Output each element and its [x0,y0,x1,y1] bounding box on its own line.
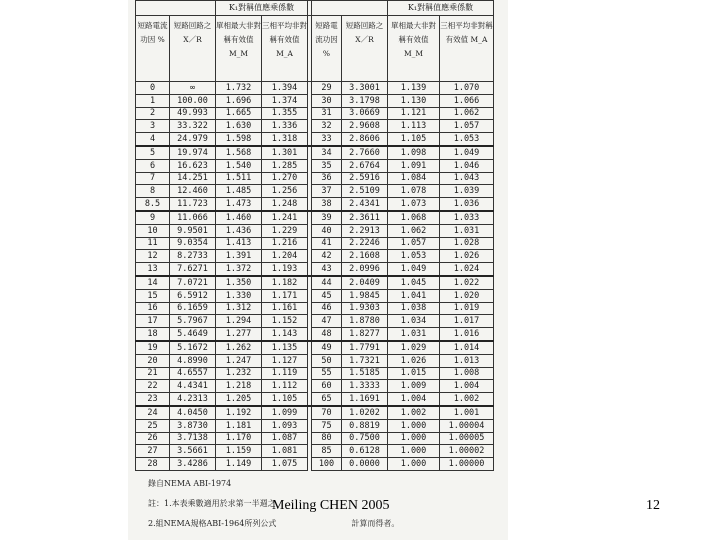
table-title-right: K₁對稱值應乘係數 [388,1,494,16]
power-factor-cell: 100 [312,458,342,471]
table-row [136,211,494,224]
three-phase-factor-cell: 1.285 [262,159,308,172]
xr-ratio-cell: 6.5912 [170,289,216,302]
single-phase-factor-cell: 1.218 [216,380,262,393]
single-phase-factor-cell: 1.026 [388,354,440,367]
power-factor-cell: 47 [312,315,342,328]
xr-ratio-cell: 2.6764 [342,159,388,172]
xr-ratio-cell: 3.8730 [170,419,216,432]
xr-ratio-cell: 3.5661 [170,445,216,458]
power-factor-cell: 18 [136,328,170,341]
single-phase-factor-cell: 1.598 [216,133,262,146]
table-row [136,133,494,146]
power-factor-cell: 41 [312,237,342,250]
xr-ratio-cell: 2.7660 [342,146,388,159]
single-phase-factor-cell: 1.000 [388,419,440,432]
xr-ratio-cell: 2.5916 [342,172,388,185]
table-row [136,289,494,302]
power-factor-cell: 23 [136,393,170,406]
three-phase-factor-cell: 1.135 [262,341,308,354]
note-2-tail: 計算而得者。 [351,519,400,528]
three-phase-factor-cell: 1.193 [262,263,308,276]
header-xr-ratio: 短路回路之 X／R [342,16,388,82]
power-factor-cell: 60 [312,380,342,393]
single-phase-factor-cell: 1.000 [388,445,440,458]
power-factor-cell: 7 [136,172,170,185]
table-row [136,367,494,380]
three-phase-factor-cell: 1.031 [440,224,494,237]
single-phase-factor-cell: 1.540 [216,159,262,172]
power-factor-cell: 27 [136,445,170,458]
power-factor-cell: 10 [136,224,170,237]
xr-ratio-cell: ∞ [170,82,216,95]
three-phase-factor-cell: 1.033 [440,211,494,224]
power-factor-cell: 75 [312,419,342,432]
power-factor-cell: 31 [312,107,342,120]
xr-ratio-cell: 3.0669 [342,107,388,120]
power-factor-cell: 0 [136,82,170,95]
three-phase-factor-cell: 1.182 [262,276,308,289]
table-row [136,146,494,159]
three-phase-factor-cell: 1.039 [440,185,494,198]
table-row [136,380,494,393]
three-phase-factor-cell: 1.301 [262,146,308,159]
header-three-phase-avg: 三相平均非對稱有效值 M_A [440,16,494,82]
power-factor-cell: 8 [136,185,170,198]
three-phase-factor-cell: 1.070 [440,82,494,95]
three-phase-factor-cell: 1.001 [440,406,494,419]
xr-ratio-cell: 2.8606 [342,133,388,146]
three-phase-factor-cell: 1.075 [262,458,308,471]
single-phase-factor-cell: 1.062 [388,224,440,237]
power-factor-cell: 17 [136,315,170,328]
power-factor-cell: 32 [312,120,342,133]
table-row [136,82,494,95]
power-factor-cell: 2 [136,107,170,120]
table-row [136,302,494,315]
power-factor-cell: 1 [136,94,170,107]
single-phase-factor-cell: 1.192 [216,406,262,419]
xr-ratio-cell: 0.7500 [342,432,388,445]
three-phase-factor-cell: 1.374 [262,94,308,107]
single-phase-factor-cell: 1.105 [388,133,440,146]
single-phase-factor-cell: 1.391 [216,250,262,263]
single-phase-factor-cell: 1.098 [388,146,440,159]
three-phase-factor-cell: 1.00005 [440,432,494,445]
power-factor-cell: 38 [312,198,342,211]
table-row [136,224,494,237]
xr-ratio-cell: 4.8990 [170,354,216,367]
three-phase-factor-cell: 1.049 [440,146,494,159]
power-factor-cell: 16 [136,302,170,315]
three-phase-factor-cell: 1.062 [440,107,494,120]
three-phase-factor-cell: 1.014 [440,341,494,354]
single-phase-factor-cell: 1.170 [216,432,262,445]
three-phase-factor-cell: 1.00004 [440,419,494,432]
three-phase-factor-cell: 1.229 [262,224,308,237]
single-phase-factor-cell: 1.038 [388,302,440,315]
three-phase-factor-cell: 1.00000 [440,458,494,471]
power-factor-cell: 20 [136,354,170,367]
table-row [136,263,494,276]
single-phase-factor-cell: 1.053 [388,250,440,263]
single-phase-factor-cell: 1.029 [388,341,440,354]
xr-ratio-cell: 9.0354 [170,237,216,250]
power-factor-cell: 42 [312,250,342,263]
table-row [136,107,494,120]
power-factor-cell: 45 [312,289,342,302]
three-phase-factor-cell: 1.087 [262,432,308,445]
xr-ratio-cell: 6.1659 [170,302,216,315]
xr-ratio-cell: 1.7791 [342,341,388,354]
single-phase-factor-cell: 1.330 [216,289,262,302]
single-phase-factor-cell: 1.015 [388,367,440,380]
single-phase-factor-cell: 1.159 [216,445,262,458]
single-phase-factor-cell: 1.247 [216,354,262,367]
xr-ratio-cell: 1.1691 [342,393,388,406]
note-1: 註：1.本表乘數適用於求第一半週之 [148,499,276,508]
table-row [136,237,494,250]
xr-ratio-cell: 7.6271 [170,263,216,276]
xr-ratio-cell: 3.1798 [342,94,388,107]
three-phase-factor-cell: 1.105 [262,393,308,406]
table-row [136,120,494,133]
power-factor-cell: 30 [312,94,342,107]
three-phase-factor-cell: 1.099 [262,406,308,419]
asymmetry-factor-table [135,0,494,471]
three-phase-factor-cell: 1.355 [262,107,308,120]
single-phase-factor-cell: 1.004 [388,393,440,406]
xr-ratio-cell: 0.6128 [342,445,388,458]
three-phase-factor-cell: 1.024 [440,263,494,276]
xr-ratio-cell: 2.0996 [342,263,388,276]
power-factor-cell: 80 [312,432,342,445]
three-phase-factor-cell: 1.394 [262,82,308,95]
three-phase-factor-cell: 1.002 [440,393,494,406]
single-phase-factor-cell: 1.568 [216,146,262,159]
xr-ratio-cell: 3.7138 [170,432,216,445]
power-factor-cell: 5 [136,146,170,159]
single-phase-factor-cell: 1.073 [388,198,440,211]
three-phase-factor-cell: 1.318 [262,133,308,146]
single-phase-factor-cell: 1.121 [388,107,440,120]
single-phase-factor-cell: 1.002 [388,406,440,419]
xr-ratio-cell: 0.8819 [342,419,388,432]
three-phase-factor-cell: 1.016 [440,328,494,341]
xr-ratio-cell: 49.993 [170,107,216,120]
single-phase-factor-cell: 1.068 [388,211,440,224]
power-factor-cell: 48 [312,328,342,341]
single-phase-factor-cell: 1.294 [216,315,262,328]
xr-ratio-cell: 1.7321 [342,354,388,367]
three-phase-factor-cell: 1.336 [262,120,308,133]
xr-ratio-cell: 1.9303 [342,302,388,315]
power-factor-cell: 55 [312,367,342,380]
power-factor-cell: 43 [312,263,342,276]
power-factor-cell: 21 [136,367,170,380]
three-phase-factor-cell: 1.020 [440,289,494,302]
single-phase-factor-cell: 1.372 [216,263,262,276]
power-factor-cell: 37 [312,185,342,198]
single-phase-factor-cell: 1.149 [216,458,262,471]
xr-ratio-cell: 16.623 [170,159,216,172]
power-factor-cell: 29 [312,82,342,95]
xr-ratio-cell: 9.9501 [170,224,216,237]
three-phase-factor-cell: 1.026 [440,250,494,263]
table-row [136,432,494,445]
xr-ratio-cell: 2.0409 [342,276,388,289]
three-phase-factor-cell: 1.119 [262,367,308,380]
single-phase-factor-cell: 1.312 [216,302,262,315]
table-row [136,250,494,263]
xr-ratio-cell: 2.4341 [342,198,388,211]
header-three-phase-avg: 三相平均非對稱有效值 M_A [262,16,308,82]
power-factor-cell: 28 [136,458,170,471]
single-phase-factor-cell: 1.000 [388,432,440,445]
three-phase-factor-cell: 1.022 [440,276,494,289]
three-phase-factor-cell: 1.093 [262,419,308,432]
header-xr-ratio: 短路回路之 X／R [170,16,216,82]
power-factor-cell: 14 [136,276,170,289]
header-power-factor: 短路電流功因 % [312,16,342,82]
power-factor-cell: 46 [312,302,342,315]
power-factor-cell: 40 [312,224,342,237]
three-phase-factor-cell: 1.00002 [440,445,494,458]
three-phase-factor-cell: 1.013 [440,354,494,367]
power-factor-cell: 26 [136,432,170,445]
note-2-text: 2.組NEMA規格ABI-1964所列公式 [148,519,277,528]
table-row [136,172,494,185]
table-row [136,94,494,107]
xr-ratio-cell: 1.0202 [342,406,388,419]
three-phase-factor-cell: 1.036 [440,198,494,211]
power-factor-cell: 33 [312,133,342,146]
three-phase-factor-cell: 1.053 [440,133,494,146]
xr-ratio-cell: 1.8277 [342,328,388,341]
table-row [136,445,494,458]
single-phase-factor-cell: 1.091 [388,159,440,172]
xr-ratio-cell: 1.8780 [342,315,388,328]
power-factor-cell: 22 [136,380,170,393]
power-factor-cell: 25 [136,419,170,432]
xr-ratio-cell: 8.2733 [170,250,216,263]
three-phase-factor-cell: 1.019 [440,302,494,315]
power-factor-cell: 12 [136,250,170,263]
power-factor-cell: 6 [136,159,170,172]
single-phase-factor-cell: 1.511 [216,172,262,185]
xr-ratio-cell: 2.2913 [342,224,388,237]
table-title-left: K₁對稱值應乘係數 [216,1,308,16]
xr-ratio-cell: 3.4286 [170,458,216,471]
header-single-phase-max: 單相最大非對稱有效值 M_M [388,16,440,82]
xr-ratio-cell: 100.00 [170,94,216,107]
three-phase-factor-cell: 1.028 [440,237,494,250]
single-phase-factor-cell: 1.232 [216,367,262,380]
single-phase-factor-cell: 1.696 [216,94,262,107]
three-phase-factor-cell: 1.143 [262,328,308,341]
three-phase-factor-cell: 1.112 [262,380,308,393]
power-factor-cell: 13 [136,263,170,276]
single-phase-factor-cell: 1.473 [216,198,262,211]
xr-ratio-cell: 2.9608 [342,120,388,133]
single-phase-factor-cell: 1.350 [216,276,262,289]
power-factor-cell: 9 [136,211,170,224]
single-phase-factor-cell: 1.436 [216,224,262,237]
three-phase-factor-cell: 1.066 [440,94,494,107]
xr-ratio-cell: 5.7967 [170,315,216,328]
power-factor-cell: 4 [136,133,170,146]
power-factor-cell: 85 [312,445,342,458]
power-factor-cell: 39 [312,211,342,224]
xr-ratio-cell: 5.1672 [170,341,216,354]
power-factor-cell: 3 [136,120,170,133]
power-factor-cell: 35 [312,159,342,172]
single-phase-factor-cell: 1.078 [388,185,440,198]
power-factor-cell: 44 [312,276,342,289]
table-row [136,276,494,289]
power-factor-cell: 15 [136,289,170,302]
three-phase-factor-cell: 1.161 [262,302,308,315]
xr-ratio-cell: 2.3611 [342,211,388,224]
table-row [136,315,494,328]
xr-ratio-cell: 0.0000 [342,458,388,471]
table-row [136,406,494,419]
source-note: 錄自NEMA ABI-1974 [148,479,232,488]
single-phase-factor-cell: 1.113 [388,120,440,133]
xr-ratio-cell: 33.322 [170,120,216,133]
three-phase-factor-cell: 1.004 [440,380,494,393]
xr-ratio-cell: 1.9845 [342,289,388,302]
three-phase-factor-cell: 1.008 [440,367,494,380]
xr-ratio-cell: 4.2313 [170,393,216,406]
power-factor-cell: 8.5 [136,198,170,211]
power-factor-cell: 50 [312,354,342,367]
table-row [136,354,494,367]
power-factor-cell: 11 [136,237,170,250]
xr-ratio-cell: 7.0721 [170,276,216,289]
xr-ratio-cell: 24.979 [170,133,216,146]
three-phase-factor-cell: 1.043 [440,172,494,185]
table-row [136,159,494,172]
table-row [136,419,494,432]
note-2 [148,518,498,529]
table-row [136,341,494,354]
power-factor-cell: 34 [312,146,342,159]
single-phase-factor-cell: 1.034 [388,315,440,328]
single-phase-factor-cell: 1.485 [216,185,262,198]
three-phase-factor-cell: 1.046 [440,159,494,172]
power-factor-cell: 49 [312,341,342,354]
xr-ratio-cell: 1.5185 [342,367,388,380]
single-phase-factor-cell: 1.665 [216,107,262,120]
footer-author: Meiling CHEN 2005 [272,498,390,513]
single-phase-factor-cell: 1.277 [216,328,262,341]
table-row [136,393,494,406]
three-phase-factor-cell: 1.256 [262,185,308,198]
table-row [136,328,494,341]
table-row [136,185,494,198]
power-factor-cell: 19 [136,341,170,354]
power-factor-cell: 65 [312,393,342,406]
header-single-phase-max: 單相最大非對稱有效值 M_M [216,16,262,82]
three-phase-factor-cell: 1.204 [262,250,308,263]
table-body [136,82,494,471]
xr-ratio-cell: 14.251 [170,172,216,185]
three-phase-factor-cell: 1.017 [440,315,494,328]
xr-ratio-cell: 2.5109 [342,185,388,198]
single-phase-factor-cell: 1.413 [216,237,262,250]
xr-ratio-cell: 2.1608 [342,250,388,263]
three-phase-factor-cell: 1.081 [262,445,308,458]
three-phase-factor-cell: 1.216 [262,237,308,250]
three-phase-factor-cell: 1.270 [262,172,308,185]
three-phase-factor-cell: 1.152 [262,315,308,328]
table-row [136,198,494,211]
single-phase-factor-cell: 1.205 [216,393,262,406]
single-phase-factor-cell: 1.049 [388,263,440,276]
xr-ratio-cell: 1.3333 [342,380,388,393]
table-row [136,458,494,471]
xr-ratio-cell: 19.974 [170,146,216,159]
xr-ratio-cell: 12.460 [170,185,216,198]
single-phase-factor-cell: 1.009 [388,380,440,393]
single-phase-factor-cell: 1.057 [388,237,440,250]
xr-ratio-cell: 11.723 [170,198,216,211]
single-phase-factor-cell: 1.460 [216,211,262,224]
xr-ratio-cell: 11.066 [170,211,216,224]
three-phase-factor-cell: 1.248 [262,198,308,211]
single-phase-factor-cell: 1.181 [216,419,262,432]
power-factor-cell: 24 [136,406,170,419]
xr-ratio-cell: 5.4649 [170,328,216,341]
three-phase-factor-cell: 1.171 [262,289,308,302]
three-phase-factor-cell: 1.127 [262,354,308,367]
xr-ratio-cell: 4.4341 [170,380,216,393]
single-phase-factor-cell: 1.732 [216,82,262,95]
single-phase-factor-cell: 1.041 [388,289,440,302]
power-factor-cell: 70 [312,406,342,419]
xr-ratio-cell: 2.2246 [342,237,388,250]
xr-ratio-cell: 3.3001 [342,82,388,95]
header-power-factor: 短路電流功因 % [136,16,170,82]
three-phase-factor-cell: 1.241 [262,211,308,224]
xr-ratio-cell: 4.6557 [170,367,216,380]
single-phase-factor-cell: 1.262 [216,341,262,354]
power-factor-cell: 36 [312,172,342,185]
single-phase-factor-cell: 1.139 [388,82,440,95]
three-phase-factor-cell: 1.057 [440,120,494,133]
single-phase-factor-cell: 1.130 [388,94,440,107]
xr-ratio-cell: 4.0450 [170,406,216,419]
page-number: 12 [646,498,660,513]
single-phase-factor-cell: 1.630 [216,120,262,133]
single-phase-factor-cell: 1.031 [388,328,440,341]
single-phase-factor-cell: 1.045 [388,276,440,289]
single-phase-factor-cell: 1.084 [388,172,440,185]
single-phase-factor-cell: 1.000 [388,458,440,471]
